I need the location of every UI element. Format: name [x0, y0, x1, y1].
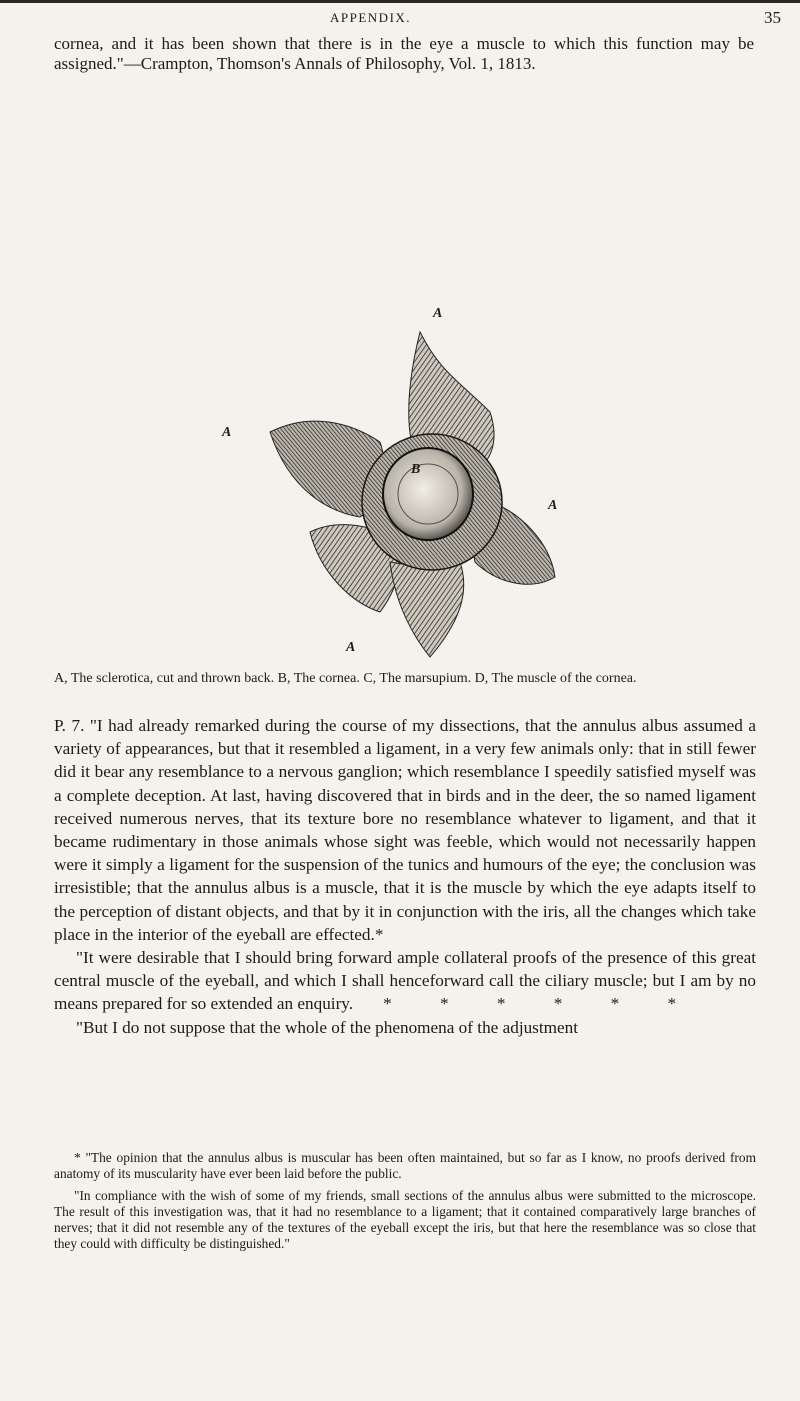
figure-label-a-right: A [548, 498, 558, 513]
lead-paragraph: cornea, and it has been shown that there is in the eye a muscle to which this function may be assigned."—Crampton, Thomson's Annals of Philosophy, Vol. 1, 1813. [54, 34, 754, 73]
eye-dissection-illustration [190, 312, 670, 672]
figure-label-b: B [411, 462, 421, 477]
figure-label-a-left: A [222, 425, 232, 440]
body-text [54, 714, 756, 1039]
footnote-1: * "The opinion that the annulus albus is muscular has been often maintained, but so far as I know, no proofs derived from anatomy of its muscularity have ever been laid before the public. [54, 1150, 756, 1181]
figure-label-a-bottom: A [346, 640, 356, 655]
page-header [0, 6, 800, 28]
page-number: 35 [764, 8, 781, 27]
ellipsis-stars: * * * * * * [383, 994, 699, 1014]
footnote-2: "In compliance with the wish of some of my friends, small sections of the annulus albus were submitted to the microscope. The result of this investigation was, that it had no resemblance to a ligament; that it contained comparatively large branches of nerves; that it did not resemble any of the textures of the eyeball except the iris, but that here the resemblance was so close that they could with difficulty be distinguished." [54, 1188, 756, 1251]
eye-dissection-figure [190, 306, 670, 672]
paragraph-ciliary-muscle [54, 946, 756, 1016]
figure-caption: A, The sclerotica, cut and thrown back. B, The cornea. C, The marsupium. D, The muscle of the cornea. [54, 671, 637, 686]
paragraph-adjustment: "But I do not suppose that the whole of the phenomena of the adjustment [76, 1017, 579, 1037]
paragraph-ciliary-muscle-text: "It were desirable that I should bring forward ample collateral proofs of the presence of this great central muscle of the eyeball, and which I shall henceforward call the ciliary muscle; but I am by no means prepared for so extended an enquiry. [54, 948, 756, 1014]
top-rule [0, 0, 800, 3]
paragraph-p7: P. 7. "I had already remarked during the course of my dissections, that the annulus albus assumed a variety of appearances, but that it resembled a ligament, in a very few animals only: that in still fewer did it bear any resemblance to a nervous ganglion; which resemblance I speedily satisfied myself was a complete deception. At last, having discovered that in birds and in the deer, the so named ligament received numerous nerves, that its texture bore no resemblance whatever to ligament, and that it became rudimentary in those animals whose sight was feeble, which would not necessarily happen were it simply a ligament for the suspension of the tunics and humours of the eye; the conclusion was irresistible; that the annulus albus is a muscle, that it is the muscle by which the eye adapts itself to the perception of distant objects, and that by it in conjunction with the iris, all the changes which take place in the interior of the eyeball are effected.* [54, 716, 756, 944]
footnotes [54, 1150, 756, 1258]
figure-label-a-top: A [433, 306, 443, 321]
running-head: APPENDIX. [330, 10, 412, 25]
